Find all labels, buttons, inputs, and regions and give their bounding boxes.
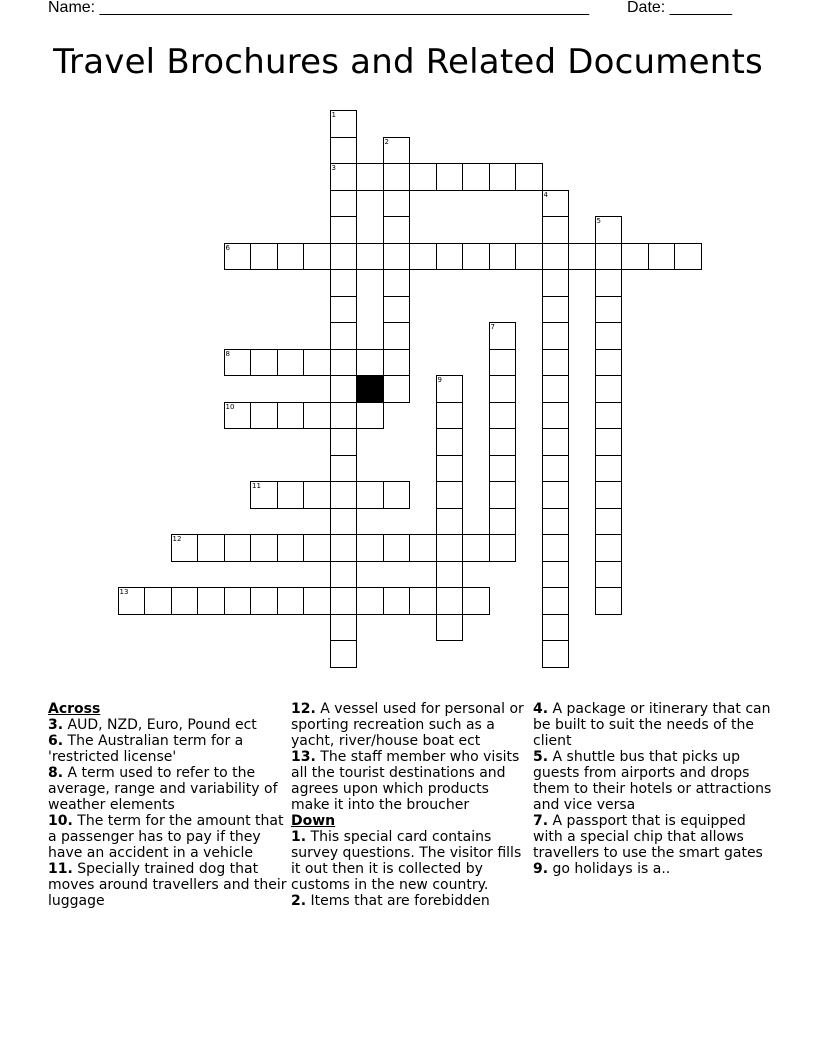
across-heading: Across xyxy=(48,701,101,717)
grid-cell[interactable] xyxy=(303,402,331,430)
grid-cell[interactable] xyxy=(383,375,411,403)
grid-cell[interactable] xyxy=(171,534,199,562)
grid-cell[interactable] xyxy=(489,534,517,562)
grid-cell[interactable] xyxy=(436,455,464,483)
clue-across-11: 11. Specially trained dog that moves around travellers and their luggage xyxy=(48,861,287,909)
grid-cell[interactable] xyxy=(250,481,278,509)
grid-cell[interactable] xyxy=(171,587,199,615)
clue-down-9: 9. go holidays is a.. xyxy=(533,861,671,877)
grid-cell[interactable] xyxy=(330,561,358,589)
grid-cell[interactable] xyxy=(595,322,623,350)
grid-cell[interactable] xyxy=(118,587,146,615)
grid-cell[interactable] xyxy=(462,587,490,615)
grid-cell[interactable] xyxy=(595,349,623,377)
grid-cell[interactable] xyxy=(330,508,358,536)
clue-number: 5 xyxy=(596,217,601,225)
clue-number: 12 xyxy=(172,535,182,543)
grid-cell[interactable] xyxy=(330,534,358,562)
grid-cell[interactable] xyxy=(330,375,358,403)
grid-cell[interactable] xyxy=(436,402,464,430)
down-heading: Down xyxy=(291,813,336,829)
grid-cell[interactable] xyxy=(542,190,570,218)
grid-cell[interactable] xyxy=(542,508,570,536)
grid-cell[interactable] xyxy=(250,534,278,562)
clue-across-10: 10. The term for the amount that a passenger has to pay if they have an accident in a vehicle xyxy=(48,813,284,861)
clue-number: 3 xyxy=(331,164,336,172)
grid-cell[interactable] xyxy=(595,481,623,509)
grid-cell[interactable] xyxy=(356,587,384,615)
grid-cell[interactable] xyxy=(277,243,305,271)
grid-cell[interactable] xyxy=(356,163,384,191)
clue-across-12: 12. A vessel used for personal or sporting recreation such as a yacht, river/house boat ect xyxy=(291,701,524,749)
grid-cell[interactable] xyxy=(383,216,411,244)
grid-cell[interactable] xyxy=(436,375,464,403)
grid-cell[interactable] xyxy=(383,269,411,297)
grid-cell[interactable] xyxy=(383,587,411,615)
grid-cell[interactable] xyxy=(330,296,358,324)
grid-cell[interactable] xyxy=(303,243,331,271)
grid-cell[interactable] xyxy=(144,587,172,615)
grid-cell[interactable] xyxy=(542,296,570,324)
grid-cell[interactable] xyxy=(197,534,225,562)
grid-cell[interactable] xyxy=(330,640,358,668)
grid-cell[interactable] xyxy=(250,243,278,271)
grid-cell[interactable] xyxy=(356,243,384,271)
grid-cell[interactable] xyxy=(330,428,358,456)
grid-cell[interactable] xyxy=(462,534,490,562)
grid-cell[interactable] xyxy=(515,163,543,191)
grid-cell[interactable] xyxy=(383,163,411,191)
name-field-label: Name: _______________________________________________________ xyxy=(48,0,589,16)
grid-cell[interactable] xyxy=(542,614,570,642)
grid-cell[interactable] xyxy=(250,587,278,615)
grid-cell[interactable] xyxy=(542,455,570,483)
grid-cell[interactable] xyxy=(277,402,305,430)
grid-cell-blocked xyxy=(356,375,384,403)
grid-cell[interactable] xyxy=(462,163,490,191)
clue-across-13: 13. The staff member who visits all the tourist destinations and agrees upon which products make it into the broucher xyxy=(291,749,520,813)
grid-cell[interactable] xyxy=(595,375,623,403)
grid-cell[interactable] xyxy=(224,534,252,562)
clue-down-1: 1. This special card contains survey questions. The visitor fills it out then it is collected by customs in the new country. xyxy=(291,829,522,893)
grid-cell[interactable] xyxy=(542,216,570,244)
grid-cell[interactable] xyxy=(409,243,437,271)
grid-cell[interactable] xyxy=(330,481,358,509)
grid-cell[interactable] xyxy=(542,375,570,403)
clue-down-2: 2. Items that are forebidden xyxy=(291,893,490,909)
grid-cell[interactable] xyxy=(383,243,411,271)
grid-cell[interactable] xyxy=(436,561,464,589)
grid-cell[interactable] xyxy=(542,587,570,615)
grid-cell[interactable] xyxy=(595,587,623,615)
clue-number: 1 xyxy=(331,111,336,119)
grid-cell[interactable] xyxy=(330,269,358,297)
clue-down-5: 5. A shuttle bus that picks up guests from airports and drops them to their hotels or attractions and vice versa xyxy=(533,749,772,813)
grid-cell[interactable] xyxy=(595,296,623,324)
grid-cell[interactable] xyxy=(542,349,570,377)
grid-cell[interactable] xyxy=(595,534,623,562)
clue-number: 4 xyxy=(543,190,548,199)
grid-cell[interactable] xyxy=(595,561,623,589)
grid-cell[interactable] xyxy=(436,534,464,562)
grid-cell[interactable] xyxy=(489,508,517,536)
grid-cell[interactable] xyxy=(595,269,623,297)
grid-cell[interactable] xyxy=(489,402,517,430)
grid-cell[interactable] xyxy=(568,243,596,271)
grid-cell[interactable] xyxy=(330,110,358,138)
clue-across-6: 6. The Australian term for a 'restricted license' xyxy=(48,733,244,765)
grid-cell[interactable] xyxy=(436,428,464,456)
clue-across-8: 8. A term used to refer to the average, range and variability of weather elements xyxy=(48,765,278,813)
grid-cell[interactable] xyxy=(542,561,570,589)
grid-cell[interactable] xyxy=(595,216,623,244)
grid-cell[interactable] xyxy=(356,481,384,509)
grid-cell[interactable] xyxy=(542,269,570,297)
grid-cell[interactable] xyxy=(330,349,358,377)
grid-cell[interactable] xyxy=(383,296,411,324)
grid-cell[interactable] xyxy=(330,190,358,218)
grid-cell[interactable] xyxy=(356,402,384,430)
date-field-label: Date: _______ xyxy=(627,0,732,16)
grid-cell[interactable] xyxy=(674,243,702,271)
grid-cell[interactable] xyxy=(383,322,411,350)
grid-cell[interactable] xyxy=(277,534,305,562)
grid-cell[interactable] xyxy=(489,428,517,456)
grid-cell[interactable] xyxy=(436,243,464,271)
grid-cell[interactable] xyxy=(277,587,305,615)
grid-cell[interactable] xyxy=(542,534,570,562)
grid-cell[interactable] xyxy=(542,640,570,668)
grid-cell[interactable] xyxy=(595,402,623,430)
grid-cell[interactable] xyxy=(489,455,517,483)
grid-cell[interactable] xyxy=(595,243,623,271)
grid-cell[interactable] xyxy=(330,216,358,244)
clue-number: 11 xyxy=(252,482,261,490)
grid-cell[interactable] xyxy=(436,587,464,615)
grid-cell[interactable] xyxy=(489,349,517,377)
clue-down-7: 7. A passport that is equipped with a special chip that allows travellers to use the smart gates xyxy=(533,813,763,861)
grid-cell[interactable] xyxy=(224,587,252,615)
grid-cell[interactable] xyxy=(224,402,252,430)
clue-number: 2 xyxy=(384,137,389,146)
grid-cell[interactable] xyxy=(542,428,570,456)
clue-number: 7 xyxy=(490,323,495,331)
clue-number: 8 xyxy=(225,349,230,358)
grid-cell[interactable] xyxy=(277,349,305,377)
clue-number: 9 xyxy=(437,376,442,384)
grid-cell[interactable] xyxy=(436,163,464,191)
grid-cell[interactable] xyxy=(383,137,411,165)
grid-cell[interactable] xyxy=(621,243,649,271)
grid-cell[interactable] xyxy=(303,349,331,377)
grid-cell[interactable] xyxy=(330,163,358,191)
grid-cell[interactable] xyxy=(462,243,490,271)
grid-cell[interactable] xyxy=(383,481,411,509)
grid-cell[interactable] xyxy=(356,534,384,562)
grid-cell[interactable] xyxy=(515,243,543,271)
clue-column-3 xyxy=(533,701,773,877)
grid-cell[interactable] xyxy=(330,587,358,615)
grid-cell[interactable] xyxy=(330,455,358,483)
grid-cell[interactable] xyxy=(489,163,517,191)
grid-cell[interactable] xyxy=(409,163,437,191)
grid-cell[interactable] xyxy=(383,190,411,218)
grid-cell[interactable] xyxy=(595,428,623,456)
grid-cell[interactable] xyxy=(542,481,570,509)
clue-number: 6 xyxy=(225,243,230,252)
grid-cell[interactable] xyxy=(277,481,305,509)
clue-down-4: 4. A package or itinerary that can be built to suit the needs of the client xyxy=(533,701,771,749)
grid-cell[interactable] xyxy=(250,402,278,430)
grid-cell[interactable] xyxy=(489,481,517,509)
grid-cell[interactable] xyxy=(489,243,517,271)
grid-cell[interactable] xyxy=(330,402,358,430)
grid-cell[interactable] xyxy=(436,508,464,536)
grid-cell[interactable] xyxy=(330,243,358,271)
grid-cell[interactable] xyxy=(595,455,623,483)
grid-cell[interactable] xyxy=(303,534,331,562)
grid-cell[interactable] xyxy=(489,322,517,350)
grid-cell[interactable] xyxy=(330,137,358,165)
clue-number: 13 xyxy=(119,588,129,596)
page-title: Travel Brochures and Related Documents xyxy=(53,42,763,82)
grid-cell[interactable] xyxy=(542,322,570,350)
grid-cell[interactable] xyxy=(409,534,437,562)
grid-cell[interactable] xyxy=(356,349,384,377)
grid-cell[interactable] xyxy=(648,243,676,271)
grid-cell[interactable] xyxy=(330,322,358,350)
grid-cell[interactable] xyxy=(224,349,252,377)
grid-cell[interactable] xyxy=(489,375,517,403)
grid-cell[interactable] xyxy=(330,614,358,642)
clue-column-2 xyxy=(291,701,531,909)
grid-cell[interactable] xyxy=(542,243,570,271)
grid-cell[interactable] xyxy=(383,349,411,377)
grid-cell[interactable] xyxy=(303,587,331,615)
grid-cell[interactable] xyxy=(436,481,464,509)
grid-cell[interactable] xyxy=(409,587,437,615)
grid-cell[interactable] xyxy=(542,402,570,430)
grid-cell[interactable] xyxy=(250,349,278,377)
clue-across-3: 3. AUD, NZD, Euro, Pound ect xyxy=(48,717,257,733)
grid-cell[interactable] xyxy=(303,481,331,509)
grid-cell[interactable] xyxy=(383,534,411,562)
clue-number: 10 xyxy=(225,402,235,411)
grid-cell[interactable] xyxy=(224,243,252,271)
grid-cell[interactable] xyxy=(197,587,225,615)
clue-column-1 xyxy=(48,701,288,909)
grid-cell[interactable] xyxy=(436,614,464,642)
grid-cell[interactable] xyxy=(595,508,623,536)
